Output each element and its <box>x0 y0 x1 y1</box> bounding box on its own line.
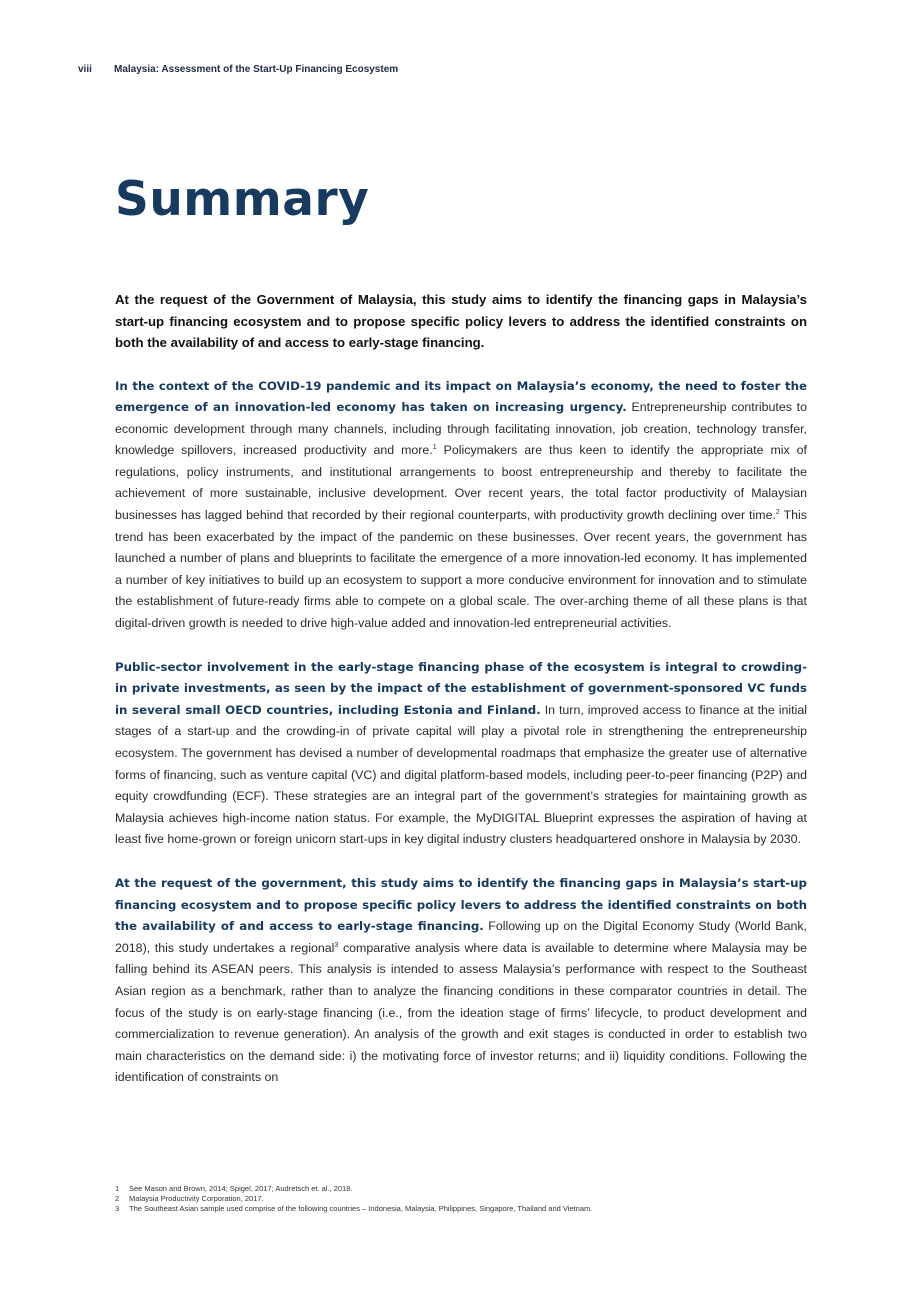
running-header <box>78 64 398 75</box>
paragraph-text: Policymakers are thus keen to identify the appropriate mix of regulations, policy instruments, and institutional arrangements to boost entrepreneurship and thereby to facilitate the achievement of more sustainable, inclusive development. Over recent years, the total factor productivity of Malaysian businesses has lagged behind that recorded by their regional counterparts, with productivity growth declining over time. <box>115 443 807 523</box>
footnote-text: The Southeast Asian sample used comprise of the following countries – Indonesia, Malaysia, Philippines, Singapore, Thailand and Vietnam. <box>129 1204 593 1214</box>
footnote-ref-3[interactable]: 3 <box>334 941 339 949</box>
paragraph-text: In turn, improved access to finance at the initial stages of a start-up and the crowding-in of private capital will play a pivotal role in strengthening the entrepreneurship ecosystem. The government has devised a number of developmental roadmaps that emphasize the greater use of alternative forms of financing, such as venture capital (VC) and digital platform-based models, including peer-to-peer financing (P2P) and equity crowdfunding (ECF). These strategies are an integral part of the government’s strategies for maintaining growth as Malaysia achieves high-income nation status. For example, the MyDIGITAL Blueprint expresses the aspiration of having at least five home-grown or foreign unicorn start-ups in key digital industry clusters headquartered onshore in Malaysia by 2030. <box>115 702 808 847</box>
paragraph-text: Following up on the Digital Economy Study (World Bank, 2018), this study undertakes a regional <box>115 919 807 955</box>
running-title: Malaysia: Assessment of the Start-Up Financing Ecosystem <box>114 64 399 75</box>
paragraph-highlight: In the context of the COVID-19 pandemic and its impact on Malaysia’s economy, the need to foster the emergence of an innovation-led economy has taken on increasing urgency. <box>115 378 807 415</box>
footnote-number: 2 <box>115 1194 120 1204</box>
lead-paragraph: At the request of the Government of Malaysia, this study aims to identify the financing gaps in Malaysia’s start-up financing ecosystem and to propose specific policy levers to address the identified constraints on both the availability of and access to early-stage financing. <box>115 292 807 350</box>
paragraph-covid-context <box>115 376 807 635</box>
footnote-number: 1 <box>115 1184 120 1193</box>
footnote <box>115 1194 815 1204</box>
paragraph-text: This trend has been exacerbated by the impact of the pandemic on these businesses. Over recent years, the government has launched a number of plans and blueprints to facilitate the emergence of a more innovation-led economy. It has implemented a number of key initiatives to build up an ecosystem to support a more conducive environment for innovation and to stimulate the establishment of future-ready firms able to compete on a global scale. The over-arching theme of all these plans is that digital-driven growth is needed to drive high-value added and innovation-led entrepreneurial activities. <box>115 508 807 631</box>
page-number: viii <box>78 64 92 75</box>
paragraph-public-sector <box>115 657 807 851</box>
footnote <box>115 1184 815 1194</box>
footnote-text: Malaysia Productivity Corporation, 2017. <box>129 1194 264 1204</box>
footnotes <box>115 1184 815 1215</box>
paragraph-highlight: Public-sector involvement in the early-stage financing phase of the ecosystem is integral to crowding-in private investments, as seen by the impact of the establishment of government-sponsored VC funds in several small OECD countries, including Estonia and Finland. <box>115 659 807 717</box>
footnote-ref-2[interactable]: 2 <box>775 508 780 516</box>
footnote-number: 3 <box>115 1204 120 1214</box>
footnote-ref-1[interactable]: 1 <box>432 444 437 452</box>
summary-body <box>115 289 807 1111</box>
footnote-text: See Mason and Brown, 2014; Spigel, 2017; Audretsch et. al., 2018. <box>129 1184 353 1193</box>
paragraph-study-aims <box>115 873 807 1089</box>
paragraph-highlight: At the request of the government, this study aims to identify the financing gaps in Malaysia’s start-up financing ecosystem and to propose specific policy levers to address the identified constraints on both the availability of and access to early-stage financing. <box>115 875 807 934</box>
page-title: Summary <box>115 172 370 227</box>
paragraph-text: comparative analysis where data is available to determine where Malaysia may be falling behind its ASEAN peers. This analysis is intended to assess Malaysia’s performance with respect to the Southeast Asian region as a benchmark, rather than to analyze the financing conditions in these comparator countries in detail. The focus of the study is on early-stage financing (i.e., from the ideation stage of firms’ lifecycle, to product development and commercialization to revenue generation). An analysis of the growth and exit stages is conducted in order to establish two main characteristics on the demand side: i) the motivating force of investor returns; and ii) liquidity conditions. Following the identification of constraints on <box>115 940 808 1085</box>
footnote <box>115 1204 815 1214</box>
paragraph-text: Entrepreneurship contributes to economic development through many channels, including through facilitating innovation, job creation, technology transfer, knowledge spillovers, increased productivity and more. <box>115 400 807 458</box>
